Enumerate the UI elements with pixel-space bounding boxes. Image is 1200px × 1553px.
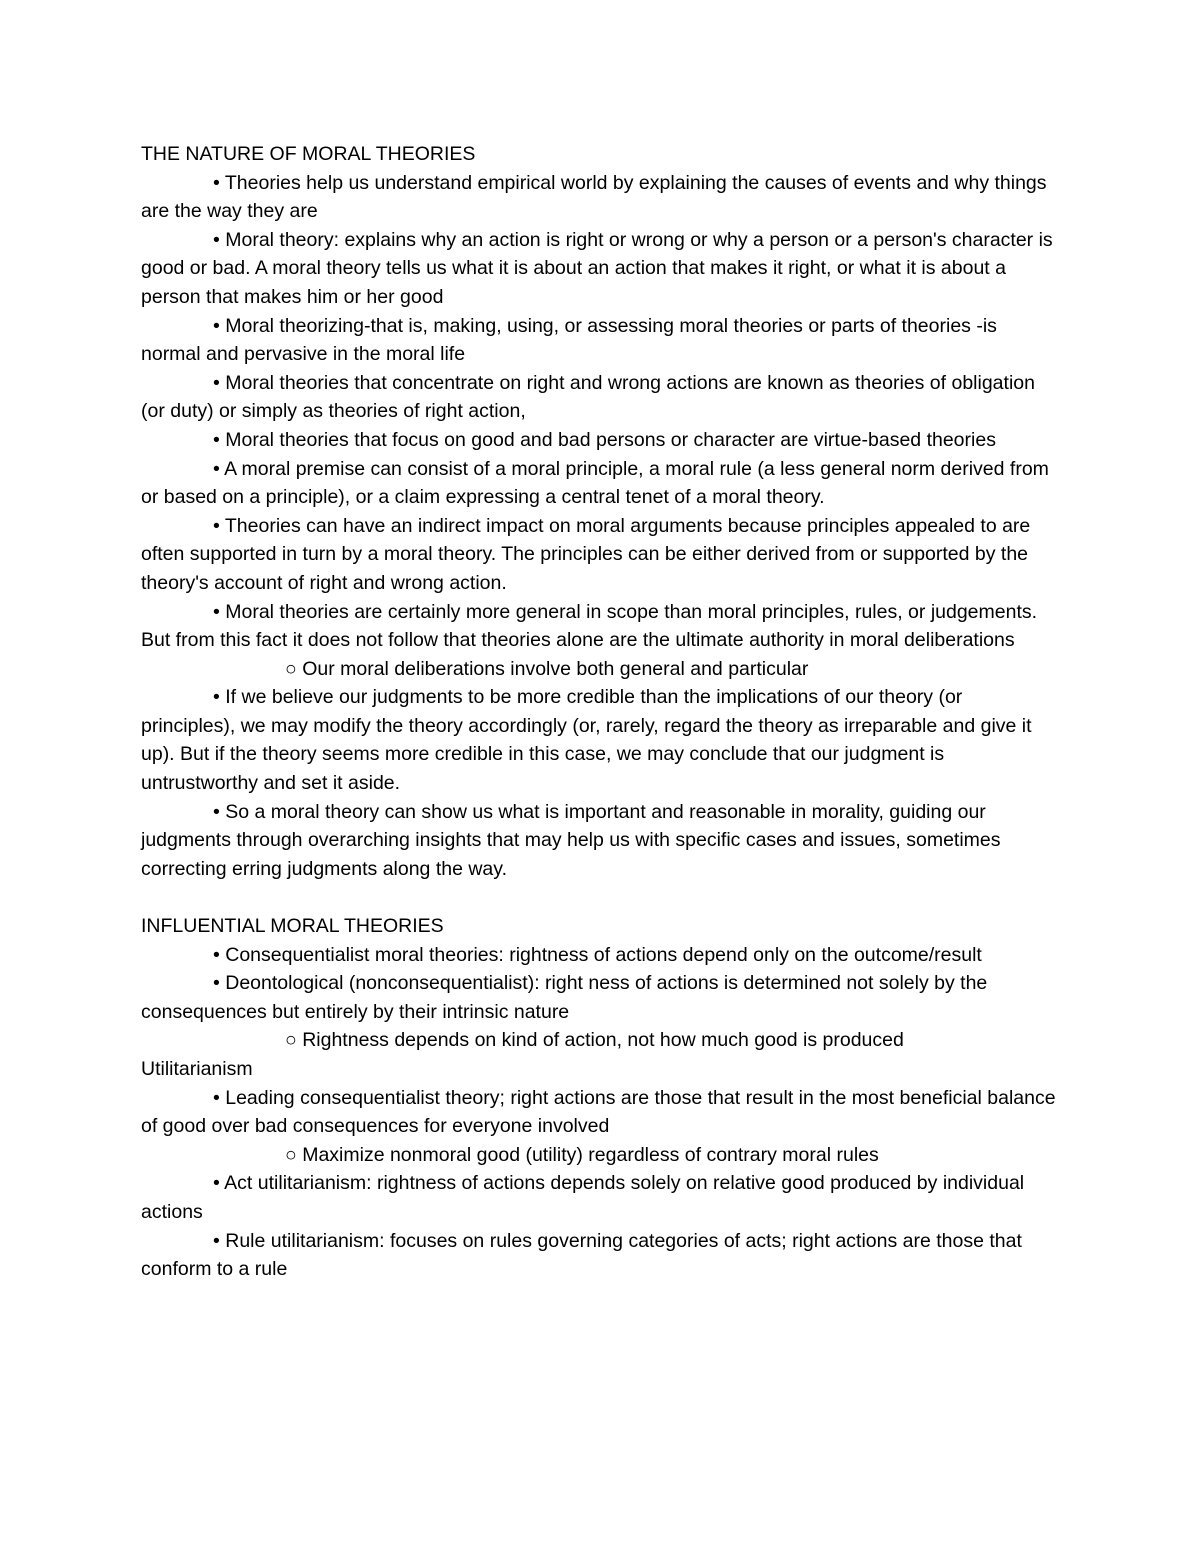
document-page bbox=[141, 140, 1061, 1284]
sub-bullet-item: ○ Rightness depends on kind of action, not how much good is produced bbox=[285, 1029, 904, 1052]
bullet-item: • Moral theorizing-that is, making, using, or assessing moral theories or parts of theories -is normal and pervasive in the moral life bbox=[141, 314, 997, 366]
bullet-item: • Leading consequentialist theory; right actions are those that result in the most beneficial balance of good over bad consequences for everyone involved bbox=[141, 1086, 1056, 1138]
section-heading-influential: INFLUENTIAL MORAL THEORIES bbox=[141, 915, 444, 938]
section-heading-nature: THE NATURE OF MORAL THEORIES bbox=[141, 143, 476, 165]
bullet-item: • Theories help us understand empirical world by explaining the causes of events and why things are the way they are bbox=[141, 171, 1047, 223]
sub-bullet-item: ○ Maximize nonmoral good (utility) regardless of contrary moral rules bbox=[285, 1143, 879, 1166]
bullet-item: • Moral theory: explains why an action is right or wrong or why a person or a person's character is good or bad. A moral theory tells us what it is about an action that makes it right, or what it is about a person that makes him or her good bbox=[141, 228, 1053, 308]
bullet-item: • If we believe our judgments to be more credible than the implications of our theory (or principles), we may modify the theory accordingly (or, rarely, regard the theory as irreparable and give it up). But if the theory seems more credible in this case, we may conclude that our judgment is untrustworthy and set it aside. bbox=[141, 686, 1032, 795]
bullet-item: • Rule utilitarianism: focuses on rules governing categories of acts; right actions are those that conform to a rule bbox=[141, 1229, 1022, 1281]
bullet-item: • Deontological (nonconsequentialist): right ness of actions is determined not solely by the consequences but entirely by their intrinsic nature bbox=[141, 972, 988, 1023]
bullet-item: • Moral theories that focus on good and bad persons or character are virtue-based theories bbox=[213, 428, 996, 451]
subheading-utilitarianism: Utilitarianism bbox=[141, 1058, 253, 1080]
sub-bullet-item: ○ Our moral deliberations involve both general and particular bbox=[285, 657, 809, 680]
bullet-item: • Theories can have an indirect impact on moral arguments because principles appealed to are often supported in turn by a moral theory. The principles can be either derived from or supported by the theory's account of right and wrong action. bbox=[141, 514, 1031, 594]
bullet-item: • A moral premise can consist of a moral principle, a moral rule (a less general norm derived from or based on a principle), or a claim expressing a central tenet of a moral theory. bbox=[141, 457, 1049, 509]
bullet-item: • Consequentialist moral theories: rightness of actions depend only on the outcome/result bbox=[213, 943, 982, 966]
bullet-item: • Act utilitarianism: rightness of actions depends solely on relative good produced by individual actions bbox=[141, 1172, 1025, 1223]
bullet-item: • Moral theories that concentrate on right and wrong actions are known as theories of obligation (or duty) or simply as theories of right action, bbox=[141, 371, 1035, 423]
bullet-item: • Moral theories are certainly more general in scope than moral principles, rules, or judgements. But from this fact it does not follow that theories alone are the ultimate authority in moral deliberations bbox=[141, 600, 1038, 652]
bullet-item: • So a moral theory can show us what is important and reasonable in morality, guiding our judgments through overarching insights that may help us with specific cases and issues, sometimes correcting erring judgments along the way. bbox=[141, 800, 1001, 880]
section-spacer bbox=[141, 883, 1061, 912]
